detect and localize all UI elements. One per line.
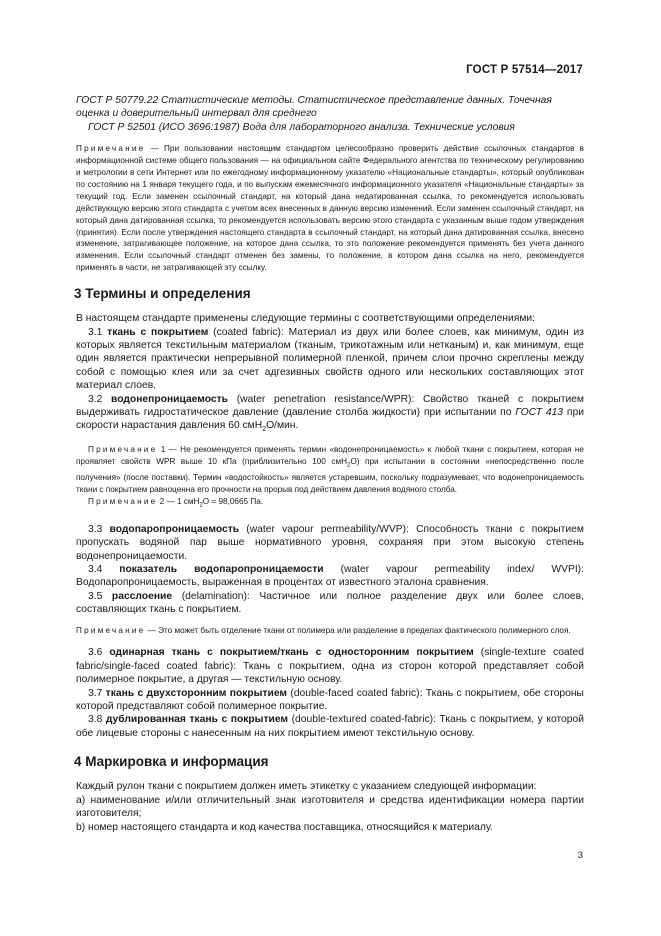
term-3-7: 3.7 ткань с двухсторонним покрытием (double-faced coated fabric): Ткань с покрытием, обе стороны которой представляют собой полимерное покрытие.: [76, 687, 584, 713]
document-code: ГОСТ Р 57514—2017: [466, 64, 583, 76]
term-3-2: 3.2 водонепроницаемость (water penetration resistance/WPR): Свойство тканей с покрытием выдерживать гидростатическое давление (давление столба жидкости) при испытании по ГОСТ 413 при скорости нарастания давления 60 смH$_2$O/мин.: [76, 393, 584, 434]
term-3-3: 3.3 водопаропроницаемость (water vapour permeability/WVP): Способность ткани с покрытием пропускать водяной пар выше нормативного уровня, сохраняя при этом высокую степень водонепроницаемости.: [76, 523, 584, 562]
section-3-intro: В настоящем стандарте применены следующие термины с соответствующими определениями:: [76, 313, 536, 325]
reference-note: Примечание — При пользовании настоящим стандартом целесообразно проверить действие ссылочных стандартов в информационной системе общего пользования — на официальном сайте Федерального агентства по техническому регулированию и метрологии в сети Интернет или по ежегодному информационному указателю «Национальные стандарты», который опубликован по состоянию на 1 января текущего года, и по выпускам ежемесячного информационного указателя «Национальные стандарты» за текущий год. Если заменен ссылочный стандарт, на который дана недатированная ссылка, то рекомендуется использовать действующую версию этого стандарта с учетом всех внесенных в данную версию изменений. Если заменен ссылочный стандарт, на который дана датированная ссылка, то рекомендуется использовать версию этого стандарта с указанным выше годом утверждения (принятия). Если после утверждения настоящего стандарта в ссылочный стандарт, на который дана датированная ссылка, внесено изменение, затрагивающее положение, на которое дана ссылка, то это положение рекомендуется применять без учета данного изменения. Если ссылочный стандарт отменен без замены, то положение, в котором дана ссылка на него, рекомендуется применять в части, не затрагивающей эту ссылку.: [76, 144, 584, 273]
term-3-5-note: Примечание — Это может быть отделение ткани от полимера или разделение в пределах фактического полимерного слоя.: [76, 625, 571, 635]
reference-2: ГОСТ Р 52501 (ИСО 3696:1987) Вода для лабораторного анализа. Технические условия: [88, 121, 515, 133]
section-4-item-b: b) номер настоящего стандарта и код качества поставщика, относящийся к материалу.: [76, 821, 493, 833]
reference-1: ГОСТ Р 50779.22 Статистические методы. Статистическое представление данных. Точечная оценка и доверительный интервал для среднего: [76, 95, 552, 120]
term-3-2-note-2: Примечание 2 — 1 смH$_2$O = 98,0665 Па.: [88, 497, 264, 509]
section-4-intro: Каждый рулон ткани с покрытием должен иметь этикетку с указанием следующей информации:: [76, 781, 537, 793]
term-3-2-note-1: Примечание 1 — Не рекомендуется применять термин «водонепроницаемость» к любой ткани с покрытием, которая не проявляет свойств WPR выше 10 кПа (приблизительно 100 смH$_2$O) при испытании в состоянии «непосредственно после получения» (после поставки). Термин «водостойкость» является устаревшим, поскольку подразумевает, что водонепроницаемость ткани с покрытием равноценна его прочности на прорыв под действием давления водяного столба.: [76, 444, 584, 495]
page-number: 3: [577, 850, 583, 861]
section-3-heading: 3 Термины и определения: [74, 286, 251, 302]
section-4-heading: 4 Маркировка и информация: [74, 754, 269, 770]
term-3-1: 3.1 ткань с покрытием (coated fabric): Материал из двух или более слоев, как минимум, один из которых является текстильным материалом (тканым, трикотажным или нетканым) и, как минимум, еще один является практически непрерывной полимерной пленкой, причем слои прочно скреплены между собой с помощью клея или за счет адгезивных свойств одного или нескольких составляющих этот материал слоев.: [76, 326, 584, 392]
term-3-6: 3.6 одинарная ткань с покрытием/ткань с односторонним покрытием (single-texture coated fabric/single-faced coated fabric): Ткань с покрытием, одна из сторон которой представляет собой полимерное покрытие, а другая — текстильную основу.: [76, 647, 584, 686]
term-3-5: 3.5 расслоение (delamination): Частичное или полное разделение двух или более слоев, составляющих ткань с покрытием.: [76, 590, 584, 616]
page-content: [76, 94, 584, 834]
term-3-4: 3.4 показатель водопаропроницаемости (water vapour permeability index/ WVPI): Водопаропроницаемость, выраженная в процентах от известного эталона сравнения.: [76, 563, 584, 589]
section-4-item-a: a) наименование и/или отличительный знак изготовителя и средства идентификации номера партии изготовителя;: [76, 794, 584, 820]
term-3-8: 3.8 дублированная ткань с покрытием (double-textured coated-fabric): Ткань с покрытием, у которой обе лицевые стороны с нанесенным на них покрытием имеют текстильную основу.: [76, 714, 584, 739]
